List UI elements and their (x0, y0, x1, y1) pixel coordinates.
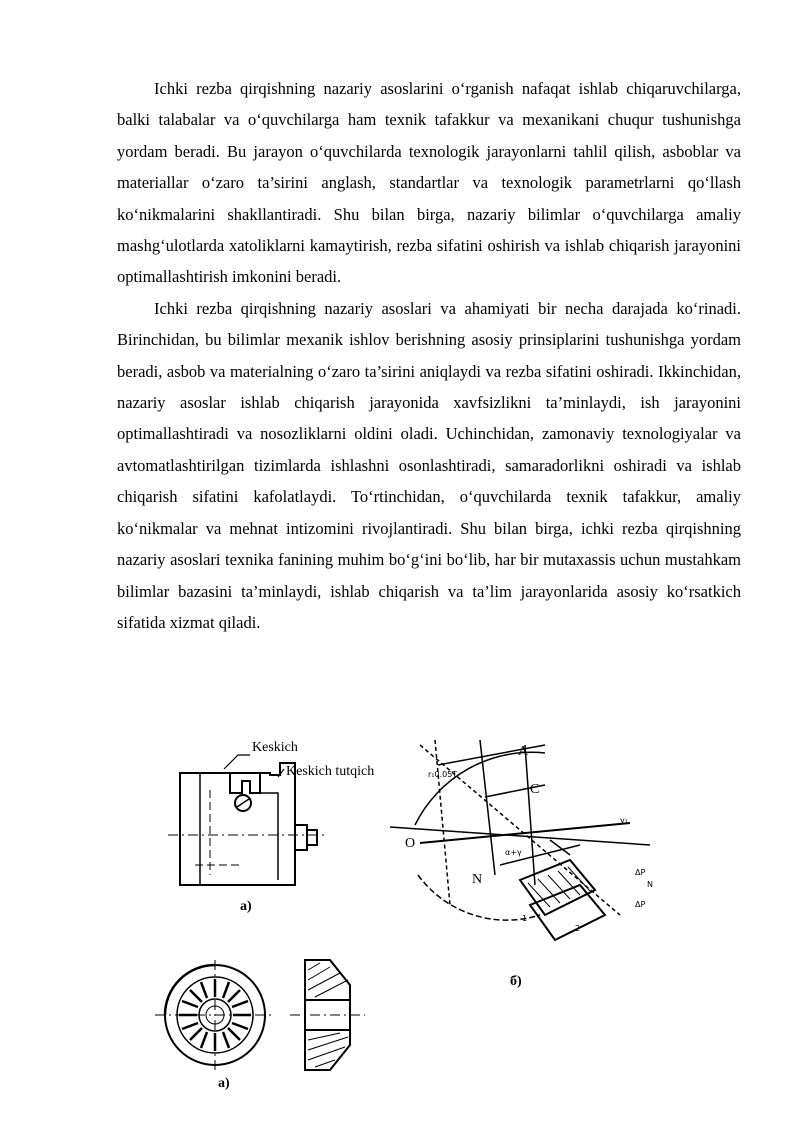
body-text (117, 73, 741, 638)
figure-drawing (150, 735, 670, 1095)
callout-cutter: Keskich (252, 740, 298, 755)
label-alpha-gamma: α+γ (505, 848, 522, 857)
label-O: O (405, 836, 416, 851)
label-dP-top: ΔP (635, 868, 646, 877)
callout-cutter-holder: Keskich tutqich (286, 764, 375, 779)
panel-label-c: a) (218, 1076, 230, 1091)
paragraph-2: Ichki rezba qirqishning nazariy asoslari va ahamiyati bir necha darajada ko‘rinadi. Birinchidan, bu bilimlar mexanik ishlov berishning asosiy prinsiplarini tushunishga yordam beradi, asbob va materialning o‘zaro ta’sirini aniqlaydi va rezba sifatini oshiradi. Ikkinchidan, nazariy asoslar ishlab chiqarish jarayonida xavfsizlikni ta’minlaydi, ish jarayonini optimallashtiradi va nosozliklarni oldini oladi. Uchinchidan, zamonaviy texnologiyalar va avtomatlashtirilgan tizimlarda ishlashni osonlashtiradi, samaradorlikni oshiradi va ishlab chiqarish sifatini kafolatlaydi. To‘rtinchidan, o‘quvchilarda texnik tafakkur, amaliy ko‘nikmalar va mehnat intizomini rivojlantiradi. Shu bilan birga, ichki rezba qirqishning nazariy asoslari texnika fanining muhim bo‘g‘ini bo‘lib, har bir mutaxassis uchun mustahkam bilimlar bazasini ta’minlaydi, ishlab chiqarish va ta’lim jarayonlarida asosiy ko‘rsatkich sifatida xizmat qiladi. (117, 298, 741, 632)
label-num-1: 1 (522, 914, 528, 923)
label-C: C (530, 782, 540, 797)
label-num-2: 2 (575, 924, 581, 933)
panel-label-b: б) (510, 974, 522, 989)
label-N-right: N (647, 880, 653, 889)
label-A: A (518, 744, 529, 759)
paragraph-1: Ichki rezba qirqishning nazariy asoslarini o‘rganish nafaqat ishlab chiqaruvchilarga, balki talabalar va o‘quvchilarga ham texnik tafakkur va mexanikani chuqur tushunishga yordam beradi. Bu jarayon o‘quvchilarda texnologik jarayonlarni tahlil qilish, asboblar va materiallar o‘zaro ta’sirini anglash, standartlar va texnologik parametrlarni qo‘llash ko‘nikmalarini shakllantiradi. Shu bilan birga, nazariy bilimlar o‘quvchilarga amaliy mashg‘ulotlarda xatoliklarni kamaytirish, rezba sifatini oshirish va ishlab chiqarish jarayonini optimallashtirish imkonini beradi. (117, 79, 741, 287)
label-N: N (472, 872, 483, 887)
label-dP-bottom: ΔP (635, 900, 646, 909)
label-r1: r₁0.05T (428, 770, 458, 779)
label-gamma1: γ₁ (620, 816, 628, 825)
panel-label-a: a) (240, 899, 252, 914)
technical-figure (150, 735, 670, 1095)
